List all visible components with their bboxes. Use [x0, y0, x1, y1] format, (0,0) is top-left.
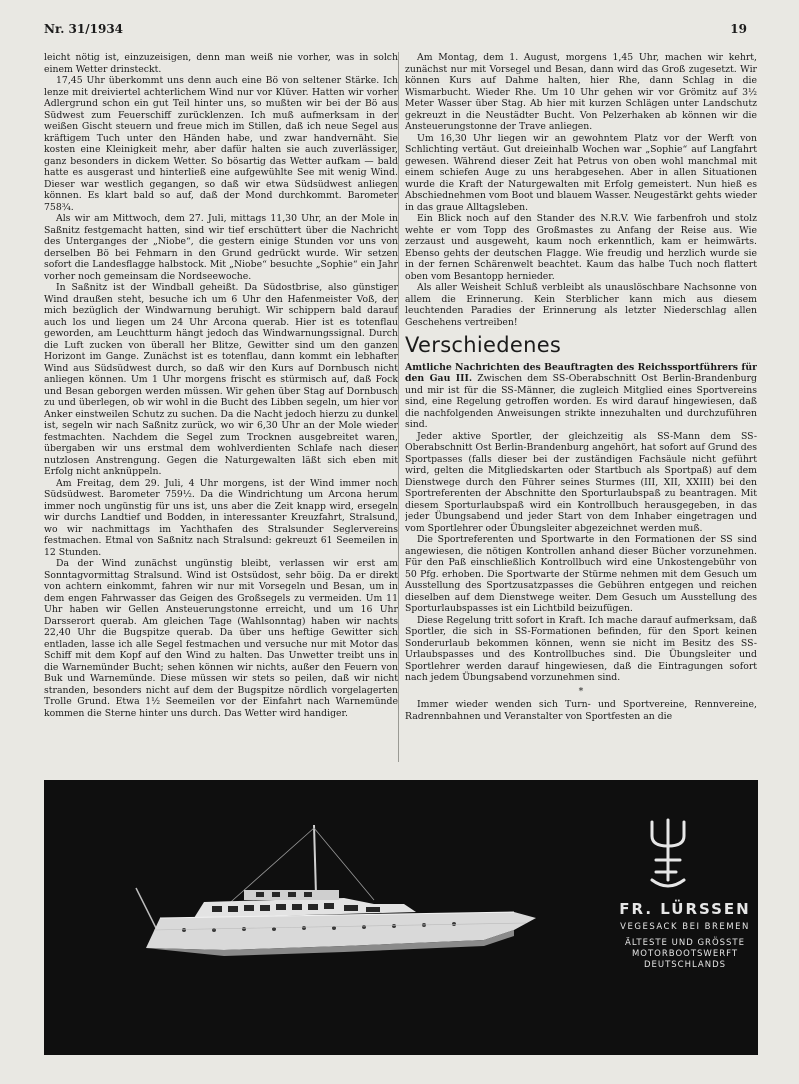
announcement-paragraph: Die Sportreferenten und Sportwarte in den Formationen der SS sind angewiesen, die nötigen Kontrollen anhand dieser Bücher vorzunehmen. Für den Paß einschließlich Kontrollbuch wird eine Unkostengebühr von 50 Pfg. erhoben. Die Sportwarte der Stürme nehmen mit dem Gesuch um Ausstellung des Sportzusatzpasses die Gebühren entgegen und reichen dieselben auf dem Dienstwege weiter. Dem Gesuch um Ausstellung des Sporturlaubspasses ist ein Lichtbild beizufügen. [405, 534, 757, 614]
ad-company-name: FR. LÜRSSEN [619, 900, 751, 918]
article-paragraph: Da der Wind zunächst ungünstig bleibt, verlassen wir erst am Sonntagvormittag Stralsund. Wind ist Ostsüdost, sehr böig. Da er direkt von achtern einkommt, fahren wir nur mit Vorsegeln und Besan, um in dem engen Fahrwasser das Geigen des Großsegels zu vermeiden. Um 11 Uhr haben wir Gellen Ansteuerungstonne erreicht, und um 16 Uhr Darsserort querab. Am gleichen Tage (Wahlsonntag) haben wir nachts 22,40 Uhr die Bugspitze querab. Da über uns heftige Gewitter sich entladen, lasse ich alle Segel festmachen und versuche nur mit Motor das Schiff mit dem Kopf auf den Wind zu halten. Das Unwetter treibt uns in die Warnemünder Bucht; sehen können wir nichts, außer den Feuern von Buk und Warnemünde. Diese müssen wir stets so peilen, daß wir nicht stranden, besonders nicht auf dem der Bugspitze nördlich vorgelagerten Trolle Grund. Etwa 1½ Seemeilen vor der Einfahrt nach Warnemünde kommen die Sterne hinter uns durch. Das Wetter wird handiger. [44, 558, 398, 719]
announcement-lead-bold: Amtliche Nachrichten des Beauftragten des Reichssportführers für den Gau III. [405, 361, 757, 384]
ad-location: VEGESACK BEI BREMEN [620, 922, 750, 932]
announcement-lead [405, 362, 757, 431]
announcement-paragraph: Jeder aktive Sportler, der gleichzeitig als SS-Mann dem SS-Oberabschnitt Ost Berlin-Brandenburg angehört, hat sofort auf Grund des Sportpasses (falls dieser bei der zuständigen Fachsäule nicht geführt wird, gelten die Mitgliedskarten oder Startbuch als Sportpaß) auf dem Dienstwege durch den Führer seines Sturmes (III, XII, XXIII) bei den Sportreferenten der Abschnitte den Sporturlaubspaß zu beantragen. Mit diesem Sporturlaubspaß wird ein Kontrollbuch herausgegeben, in das jeder Übungsabend und jeder Start von dem Inhaber eingetragen und vom Sportlehrer oder Übungsleiter abgezeichnet werden muß. [405, 430, 757, 534]
ad-slogan [610, 938, 758, 971]
ad-slogan-line: MOTORBOOTSWERFT [631, 949, 739, 959]
advertisement-text [610, 900, 758, 971]
announcement-body [405, 431, 757, 684]
announcement-lead-text: Zwischen dem SS-Oberabschnitt Ost Berlin-Brandenburg und mir ist für die SS-Männer, die zugleich Mitglied eines Sportvereins sind, eine Regelung getroffen worden. Es wird darauf hingewiesen, daß die nachfolgenden Anweisungen strikte innezuhalten und durchzuführen sind. [405, 373, 757, 430]
article-paragraph: Am Freitag, dem 29. Juli, 4 Uhr morgens, ist der Wind immer noch Südsüdwest. Barometer 759½. Da die Windrichtung um Arcona herum immer noch ungünstig für uns ist, uns aber die Zeit knapp wird, ersegeln wir durchs Landtief und Bodden, in interessanter Kreuzfahrt, Stralsund, wo wir nachmittags im Yachthafen des Stralsunder Seglervereins festmachen. Etmal von Saßnitz nach Stralsund: gekreuzt 61 Seemeilen in 12 Stunden. [44, 477, 398, 558]
article-paragraph: In Saßnitz ist der Windball geheißt. Da Südostbrise, also günstiger Wind draußen steht, besuche ich um 6 Uhr den Hafenmeister Voß, der mich bezüglich der Windwarnung beruhigt. Wir schippern bald darauf auch los und liegen um 24 Uhr Arcona querab. Hier ist es totenflau geworden, am Leuchtturm hängt jedoch das Windwarnungssignal. Durch die Luft zucken von überall her Blitze, Gewitter sind um den ganzen Horizont im Gange. Zunächst ist es totenflau, dann kommt ein lebhafter Wind aus Südsüdwest durch, so daß wir den Kurs auf Dornbusch nicht anliegen können. Um 1 Uhr morgens frischt es stürmisch auf, daß Fock und Besan geborgen werden müssen. Wir gehen über Stag auf Dornbusch zu und überlegen, ob wir wohl in die Bucht des Libben segeln, um hier vor Anker einstweilen Schutz zu suchen. Da die Nacht jedoch hierzu zu dunkel ist, segeln wir nach Saßnitz zurück, wo wir 6,30 Uhr an der Mole wieder festmachten. Nachdem die Segel zum Trocknen ausgebreitet waren, übergaben wir uns erstmal dem wohlverdienten Schlafe nach dieser nutzlosen Anstrengung. Gegen die Naturgewalten läßt sich eben mit Erfolg nicht anknüppeln. [44, 282, 398, 477]
announcement-paragraph: Diese Regelung tritt sofort in Kraft. Ich mache darauf aufmerksam, daß Sportler, die sich in SS-Formationen befinden, für den Sport keinen Sonderurlaub bekommen können, wenn sie nicht im Besitz des SS-Urlaubspasses und des Kontrollbuches sind. Die Übungsleiter und Sportlehrer werden darauf hingewiesen, daß die Eintragungen sofort nach jedem Übungsabend vorzunehmen sind. [405, 614, 757, 683]
section-title: Verschiedenes [405, 333, 562, 357]
article-paragraph: Als aller Weisheit Schluß verbleibt als unauslöschbare Nachsonne von allem die Erinnerung. Kein Sterblicher kann mich aus diesem leuchtenden Paradies der Erinnerung als letzter Niederschlag allen Geschehens vertreiben! [405, 282, 757, 328]
left-column [44, 52, 398, 762]
luerssen-trident-logo [652, 820, 684, 886]
separator: * [578, 685, 584, 697]
right-column [405, 52, 757, 764]
article-paragraph: Als wir am Mittwoch, dem 27. Juli, mittags 11,30 Uhr, an der Mole in Saßnitz festgemacht hatten, sind wir tief erschüttert über die Nachricht des Unterganges der „Niobe“, die gestern einige Stunden vor uns von derselben Bö bei Fehmarn in den Grund gedrückt wurde. Wir setzen sofort die Landesflagge halbstock. Mit „Niobe“ besuchte „Sophie“ ein Jahr vorher noch gemeinsam die Nordseewoche. [44, 213, 398, 282]
article-paragraph: Am Montag, dem 1. August, morgens 1,45 Uhr, machen wir kehrt, zunächst nur mit Vorsegel und Besan, dann wird das Groß zugesetzt. Wir können Kurs auf Dahme halten, hier Rhe, dann Schlag in die Wismarbucht. Wieder Rhe. Um 10 Uhr gehen wir vor Grömitz auf 3½ Meter Wasser über Stag. Ab hier mit kurzen Schlägen unter Landschutz gekreuzt in die Neustädter Bucht. Von Pelzerhaken ab können wir die Ansteuerungstonne der Trave anliegen. [405, 52, 757, 132]
article-paragraph: leicht nötig ist, einzuzeisigen, denn man weiß nie vorher, was in solch einem Wetter drinsteckt. [44, 52, 398, 75]
final-paragraph: Immer wieder wenden sich Turn- und Sportvereine, Rennvereine, Radrennbahnen und Veranstalter von Sportfesten an die [405, 699, 757, 722]
ad-slogan-line: DEUTSCHLANDS [643, 960, 727, 970]
article-paragraph: Um 16,30 Uhr liegen wir an gewohntem Platz vor der Werft von Schlichting vertäut. Gut dreieinhalb Wochen war „Sophie“ auf Langfahrt gewesen. Während dieser Zeit hat Petrus von oben wohl manchmal mit einem schiefen Auge zu uns herabgesehen. Aber in allen Situationen wurde die Kraft der Naturgewalten mit Erfolg gemeistert. Nun hieß es Abschiednehmen vom Boot und blauem Wasser. Neugestärkt gehts wieder in das graue Alltagsleben. [405, 132, 757, 213]
article-paragraph: 17,45 Uhr überkommt uns denn auch eine Bö von seltener Stärke. Ich lenze mit dreiviertel achterlichem Wind nur vor Klüver. Hatten wir vorher Adlergrund schon ein gut Teil hinter uns, so mußten wir bei der Bö aus Südwest zum Feuerschiff zurücklenzen. Ich muß aufmerksam in der weißen Gischt steuern und freue mich im Stillen, daß ich neue Segel aus kräftigem Tuch unter den Händen habe, und zwar handvernäht. Sie kosten eine Kleinigkeit mehr, aber dafür halten sie auch zuverlässiger, ganz besonders in dickem Wetter. So bösartig das Wetter aufkam — bald hatte es ausgerast und hinterließ eine aufgewühlte See mit wenig Wind. Dieser war westlich gegangen, so daß wir etwa Südsüdwest anliegen können. Es klart bald so auf, daß der Mond durchkommt. Barometer 758¾. [44, 75, 398, 213]
article-paragraph: Ein Blick noch auf den Stander des N.R.V. Wie farbenfroh und stolz wehte er vom Topp des Großmastes zu Anfang der Reise aus. Wie zerzaust und ausgeweht, kaum noch erkenntlich, kam er heimwärts. Ebenso gehts der deutschen Flagge. Wie freudig und herzlich wurde sie in der fernen Schärenwelt beachtet. Kaum das halbe Tuch noch flattert oben vom Besantopp hernieder. [405, 213, 757, 282]
advertisement [44, 780, 758, 1055]
issue-number: Nr. 31/1934 [44, 22, 124, 36]
column-divider [398, 52, 399, 762]
page-number: 19 [730, 22, 747, 36]
article-conclusion [405, 52, 757, 328]
ad-slogan-line: ÄLTESTE UND GRÖSSTE [625, 938, 745, 948]
